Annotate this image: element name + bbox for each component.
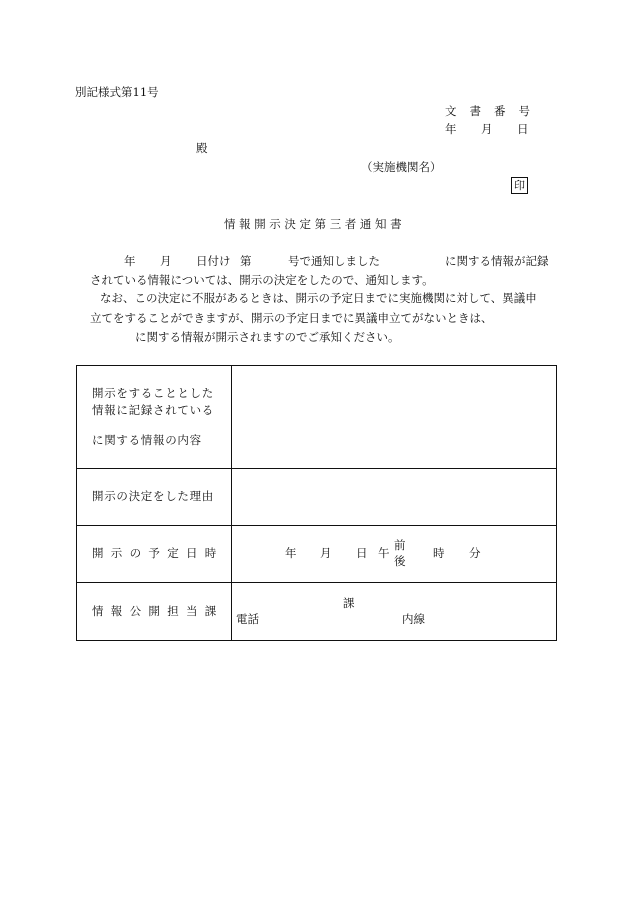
seal-stamp-box: 印: [511, 177, 528, 194]
form-number: 別記様式第11号: [75, 85, 159, 99]
addressee-suffix: 殿: [196, 141, 208, 155]
contact-section: 課: [343, 596, 355, 610]
table-row-divider: [76, 468, 557, 469]
content-label-line-3: に関する情報の内容: [92, 433, 202, 447]
body-line-2: されている情報については、開示の決定をしたので、通知します。: [90, 273, 434, 287]
content-label-line-1: 開示をすることとした: [92, 386, 214, 400]
table-column-divider: [231, 365, 232, 640]
schedule-noon: 午: [378, 546, 390, 560]
content-label-line-2: 情報に記録されている: [92, 403, 214, 417]
schedule-label: 開示の予定日時: [92, 546, 224, 560]
body-line-4: 立てをすることができますが、開示の予定日までに異議申立てがないときは、: [90, 311, 493, 325]
body-day-dated: 日付け: [196, 254, 231, 268]
schedule-hour: 時: [433, 546, 445, 560]
table-row-divider: [76, 525, 557, 526]
body-line-5: に関する情報が開示されますのでご承知ください。: [135, 330, 400, 344]
contact-label: 情報公開担当課: [92, 604, 224, 618]
schedule-before: 前: [394, 538, 406, 552]
agency-name-label: （実施機関名）: [361, 160, 442, 174]
schedule-minute: 分: [469, 546, 481, 560]
document-title: 情報開示決定第三者通知書: [224, 217, 406, 231]
schedule-month: 月: [320, 546, 332, 560]
date-month-label: 月: [481, 122, 493, 136]
document-number-label: 文書番号: [445, 104, 543, 118]
schedule-after: 後: [394, 554, 406, 568]
date-year-label: 年: [445, 122, 457, 136]
contact-extension: 内線: [402, 612, 425, 626]
table-row-divider: [76, 582, 557, 583]
schedule-day: 日: [356, 546, 368, 560]
schedule-year: 年: [285, 546, 297, 560]
body-notified: 号で通知しました: [288, 254, 380, 268]
body-year: 年: [124, 254, 136, 268]
body-recorded: に関する情報が記録: [445, 254, 549, 268]
body-number-prefix: 第: [240, 254, 252, 268]
reason-label: 開示の決定をした理由: [92, 489, 214, 503]
date-day-label: 日: [517, 122, 529, 136]
body-month: 月: [160, 254, 172, 268]
body-line-3: なお、この決定に不服があるときは、開示の予定日までに実施機関に対して、異議申: [100, 291, 537, 305]
contact-phone: 電話: [236, 612, 259, 626]
